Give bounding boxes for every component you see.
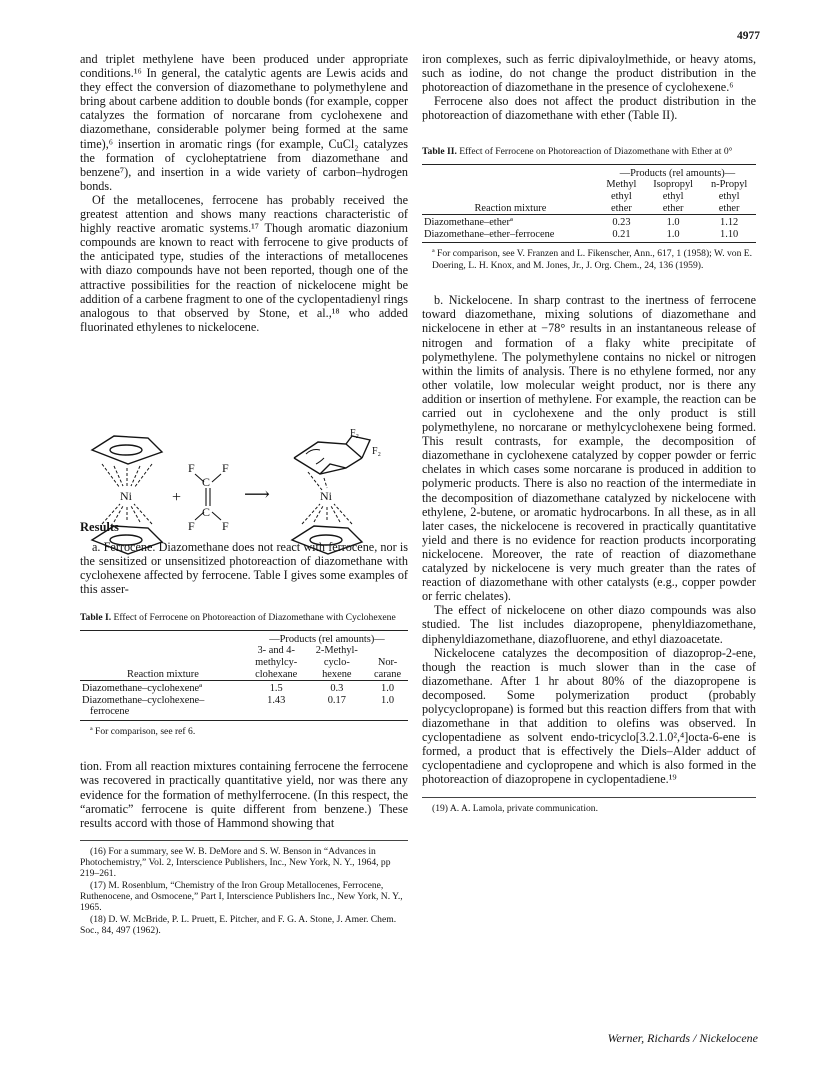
table-1: —Products (rel amounts)— 3- and 4- 2-Methyl- methylcy- cyclo- Nor- Reaction mixture clohexane hexene carane Diazomethane–cyclohexeneª 1.5 0.3 1.0 Diazomethane–cyclohexene– 1.43 0.17 1.0 ferrocene	[80, 630, 408, 721]
table-2-footnote: ª For comparison, see V. Franzen and L. Fikenscher, Ann., 617, 1 (1958); W. von E. Doering, L. H. Knox, and M. Jones, Jr., J. Org. Chem., 24, 136 (1959).	[432, 248, 753, 271]
table-row: Diazomethane–cyclohexene– 1.43 0.17 1.0	[82, 694, 395, 706]
fluorine-atom-label: F	[222, 519, 229, 533]
references	[422, 797, 756, 814]
table-1-caption: Table I. Effect of Ferrocene on Photoreaction of Diazomethane with Cyclohexene	[80, 612, 396, 624]
running-footer: Werner, Richards / Nickelocene	[607, 1031, 758, 1045]
paragraph: iron complexes, such as ferric dipivaloylmethide, or heavy atoms, such as iodine, do not change the product distribution in the photoreaction of diazomethane in the presence of cyclohexene.⁶	[422, 52, 756, 95]
paragraph: a. Ferrocene. Diazomethane does not react with ferrocene, nor is the sensitized or unsensitized photoreaction of diazomethane with cyclohexene affected by ferrocene. Table I gives some examples of this asser-	[80, 539, 408, 597]
table-2-caption: Table II. Effect of Ferrocene on Photoreaction of Diazomethane with Ether at 0°	[422, 146, 733, 158]
table-1-footnote: ª For comparison, see ref 6.	[90, 725, 196, 737]
paragraph: Nickelocene catalyzes the decomposition of diazoprop-2-ene, though the reaction is much slower than in the case of diazomethane. After 1 hr about 80% of the diazopropene is decomposed. Some polymerization product (probably polycyclopropane) is formed but this reaction differs from that with diazomethane in that addition to olefins was observed. In cyclopentadiene as solvent endo-tricyclo[3.2.1.0²,⁴]octa-6-ene is formed, a product that is effectively the Diels–Alder adduct of cyclopentadiene and cyclopropene and which is also formed in the photoreaction of diazopropene in cyclopentadiene.¹⁹	[422, 645, 756, 787]
cyclopentadienyl-ring-icon	[92, 436, 162, 464]
table-2: —Products (rel amounts)— Methyl Isopropyl n-Propyl ethyl ethyl ethyl Reaction mixture ether ether ether Diazomethane–etherª 0.23 1.0 1.12 Diazomethane–ether–ferrocene 0.21 1.0 1.10	[422, 164, 756, 244]
paragraph: Ferrocene also does not affect the product distribution in the photoreaction of diazomethane with ether (Table II).	[422, 94, 756, 123]
nickel-atom-label: Ni	[120, 489, 132, 503]
fluorine-atom-label: F	[188, 519, 195, 533]
reference: (17) M. Rosenblum, “Chemistry of the Iron Group Metallocenes, Ferrocene, Ruthenocene, and Osmocene,” Part I, Interscience Publishers Inc., New York, N. Y., 1965.	[80, 879, 403, 914]
table-header: Reaction mixture	[127, 668, 199, 680]
cyclopentadienyl-ring-icon	[292, 526, 362, 554]
table-header: —Products (rel amounts)—	[599, 164, 756, 179]
page-number: 4977	[737, 30, 760, 42]
paragraph: b. Nickelocene. In sharp contrast to the inertness of ferrocene toward diazomethane, mixing solutions of diazomethane and nickelocene in ether at −78° results in an instantaneous release of nitrogen and formation of a flaky white precipitate of polymethylene. The polymethylene contains no nickel or nitrogen within the limits of analysis. There is no ethylene formed, nor any other volatile, low molecular weight product, nor is there any addition or insertion of methylene. For example, the reaction can be carried out in cyclohexene and the only product is still polymethylene, no norcarane or methylcyclohexene being formed. This result contrasts, for example, the decomposition of diazomethane in cyclohexene catalyzed by copper powder or ferric chelates in which cases some norcarane is produced in addition to polymeric products. There is also no reaction of the intermediate in the decomposition of diazomethane catalyzed by nickelocene with ethylene, 2-butene, or aromatic hydrocarbons. In all these, as in all later cases, the nickelocene is recovered in practically quantitative yield and there is no evidence for reaction products incorporating nickelocene. Moreover, the rate of reaction of diazomethane catalyzed by nickelocene is very much greater than the rates of reaction of diazomethane with other catalysts (e.g., copper powder or ferric chelates).	[422, 293, 756, 604]
reference: (16) For a summary, see W. B. DeMore and S. W. Benson in “Advances in Photochemistry,” Vol. 2, Interscience Publishers, Inc., New York, N. Y., 1964, pp 219–261.	[80, 845, 391, 880]
table-header: —Products (rel amounts)—	[246, 630, 408, 645]
fluorinated-bicyclic-ring-icon	[294, 436, 370, 474]
carbon-atom-label: C	[202, 505, 211, 519]
nickel-atom-label: Ni	[320, 489, 332, 503]
difluoro-label: F₂	[372, 446, 382, 457]
paragraph: tion. From all reaction mixtures containing ferrocene the ferrocene was recovered in practically quantitative yield, nor was there any evidence for the formation of methylferrocene. (In this respect, the “aromatic” ferrocene is quite different from benzene.) These results accord with those of Hammond showing that	[80, 759, 408, 830]
reference: (18) D. W. McBride, P. L. Pruett, E. Pitcher, and F. G. A. Stone, J. Amer. Chem. Soc., 84, 497 (1962).	[80, 913, 397, 936]
reference: (19) A. A. Lamola, private communication.	[432, 802, 598, 814]
cyclopentadienyl-ring-icon	[92, 526, 162, 554]
fluorine-atom-label: F	[222, 461, 229, 475]
difluoro-label: F₂	[350, 428, 360, 439]
references	[80, 840, 408, 936]
right-column	[422, 52, 756, 814]
carbon-atom-label: C	[202, 475, 211, 489]
paragraph: and triplet methylene have been produced under appropriate conditions.¹⁶ In general, the catalytic agents are Lewis acids and they effect the conversion of diazomethane to polymethylene and bring about carbene addition to double bonds (for example, copper catalyzes the formation of norcarane from cyclohexene and diazomethane, considerable polymer being formed at the same time),⁶ insertion in aromatic rings (for example, CuCl₂ catalyzes the formation of cycloheptatriene from diazomethane and benzene⁷), and insertion in a wide variety of carbon–hydrogen bonds.	[80, 52, 408, 193]
fluorine-atom-label: F	[188, 461, 195, 475]
table-header: Reaction mixture	[474, 202, 547, 214]
section-heading-results: Results	[80, 519, 119, 534]
paragraph: The effect of nickelocene on other diazo compounds was also studied. The list includes diazopropene, phenyldiazomethane, diphenyldiazomethane, diazofluorene, and ethyl diazoacetate.	[422, 603, 756, 646]
table-row: Diazomethane–etherª 0.23 1.0 1.12	[422, 215, 756, 229]
plus-sign: +	[172, 489, 182, 506]
reaction-arrow: ⟶	[244, 484, 270, 504]
paragraph: Of the metallocenes, ferrocene has probably received the greatest attention and shows many reactions characteristic of highly reactive aromatic systems.¹⁷ Though aromatic diazonium compounds are known to react with ferrocene to give products of the anticipated type, studies of the interactions of metallocenes with diazo compounds have not been reported, though one of the attractive possibilities for the reaction of nickelocene might be addition of a carbene fragment to one of the cyclopentadienyl rings analogous to that observed by Stone, et al.,¹⁸ who added fluorinated ethylenes to nickelocene.	[80, 192, 408, 334]
reaction-scheme	[84, 428, 406, 566]
table-row: Diazomethane–cyclohexeneª 1.5 0.3 1.0	[80, 681, 408, 695]
table-row: Diazomethane–ether–ferrocene 0.21 1.0 1.10	[422, 229, 756, 243]
